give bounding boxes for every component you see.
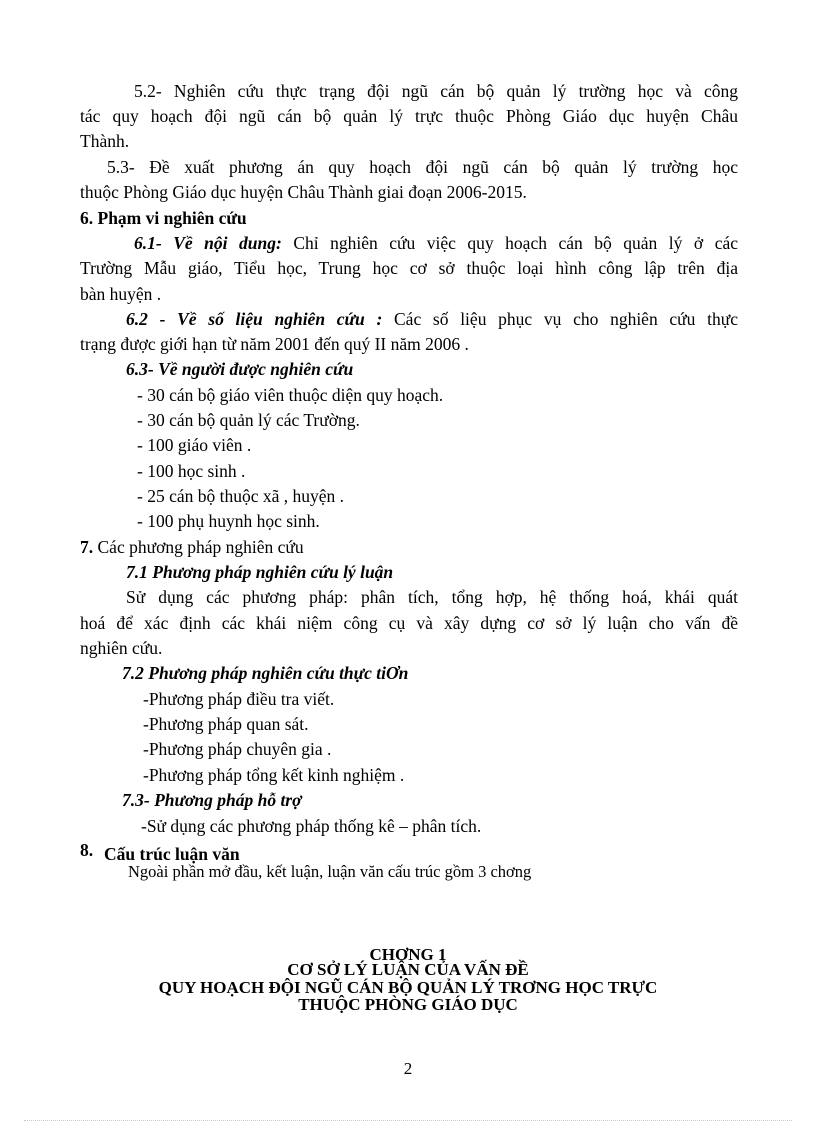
section-6-1-line-2: Trường Mẫu giáo, Tiểu học, Trung học cơ sở thuộc loại hình công lập trên địa	[80, 258, 738, 278]
section-6-2-line-2: trạng được giới hạn từ năm 2001 đến quý II năm 2006 .	[80, 334, 469, 354]
list-item: -Phương pháp điều tra viết.	[143, 689, 335, 709]
page-bottom-rule	[24, 1120, 792, 1121]
section-5-2-line-2: tác quy hoạch đội ngũ cán bộ quản lý trực thuộc Phòng Giáo dục huyện Châu	[80, 106, 738, 126]
section-6-3-label: 6.3- Về người được nghiên cứu	[126, 359, 354, 379]
section-8-heading: Cấu trúc luận văn	[104, 844, 240, 864]
list-item: -Phương pháp quan sát.	[143, 714, 309, 734]
section-5-3-line-1: 5.3- Đề xuất phương án quy hoạch đội ngũ cán bộ quản lý trường học	[107, 157, 738, 177]
chapter-title-line-1: CƠ SỞ LÝ LUẬN CỦA VẤN ĐỀ	[287, 960, 529, 979]
section-7-3-label: 7.3- Phương pháp hỗ trợ	[122, 790, 302, 810]
section-7-3-item: -Sử dụng các phương pháp thống kê – phân tích.	[141, 816, 482, 836]
section-6-heading	[80, 206, 247, 230]
page-number: 2	[403, 1059, 413, 1078]
section-5-3-line-2: thuộc Phòng Giáo dục huyện Châu Thành giai đoạn 2006-2015.	[80, 182, 527, 202]
section-6-1-label: 6.1- Về nội dung:	[134, 233, 282, 253]
list-item: - 100 học sinh .	[137, 461, 246, 481]
section-7-2-label: 7.2 Phương pháp nghiên cứu thực tiƠn	[122, 663, 409, 683]
list-item: - 30 cán bộ quản lý các Trường.	[137, 410, 360, 430]
list-item: - 25 cán bộ thuộc xã , huyện .	[137, 486, 345, 506]
section-7-heading-text: Các phương pháp nghiên cứu	[93, 537, 304, 557]
section-7-1-label: 7.1 Phương pháp nghiên cứu lý luận	[126, 562, 394, 582]
section-5-2-line-3: Thành.	[80, 131, 130, 151]
section-8-number: 8.	[80, 840, 94, 860]
section-6-2-line-1	[126, 307, 738, 331]
section-6-heading-text: 6. Phạm vi nghiên cứu	[80, 208, 247, 228]
list-item: -Phương pháp chuyên gia .	[143, 739, 332, 759]
list-item: - 100 giáo viên .	[137, 435, 252, 455]
section-7-heading	[80, 535, 304, 559]
list-item: -Phương pháp tổng kết kinh nghiệm .	[143, 765, 405, 785]
section-5-2-line-1: 5.2- Nghiên cứu thực trạng đội ngũ cán bộ quản lý trường học và công	[134, 81, 738, 101]
section-6-1-line-3: bàn huyện .	[80, 284, 162, 304]
section-7-number: 7.	[80, 537, 94, 557]
section-7-1-line-2: hoá để xác định các khái niệm công cụ và xây dựng cơ sở lý luận cho vấn đề	[80, 613, 738, 633]
section-6-1-line-1	[134, 231, 738, 255]
section-7-1-line-3: nghiên cứu.	[80, 638, 163, 658]
section-6-2-text: Các số liệu phục vụ cho nghiên cứu thực	[382, 309, 738, 329]
list-item: - 100 phụ huynh học sinh.	[137, 511, 320, 531]
section-6-2-label: 6.2 - Về số liệu nghiên cứu :	[126, 309, 383, 329]
section-6-1-text: Chỉ nghiên cứu việc quy hoạch cán bộ quản lý ở các	[281, 233, 738, 253]
chapter-title-line-2: QUY HOẠCH ĐỘI NGŨ CÁN BỘ QUẢN LÝ TRƠNG HỌC TRỰC	[158, 978, 658, 997]
list-item: - 30 cán bộ giáo viên thuộc diện quy hoạch.	[137, 385, 444, 405]
section-8-body: Ngoài phần mở đầu, kết luận, luận văn cấu trúc gồm 3 chơng	[128, 862, 532, 881]
section-7-1-line-1: Sử dụng các phương pháp: phân tích, tổng hợp, hệ thống hoá, khái quát	[126, 587, 738, 607]
chapter-title-line-3: THUỘC PHÒNG GIÁO DỤC	[298, 995, 518, 1014]
chapter-number: CHƠNG 1	[369, 945, 447, 964]
